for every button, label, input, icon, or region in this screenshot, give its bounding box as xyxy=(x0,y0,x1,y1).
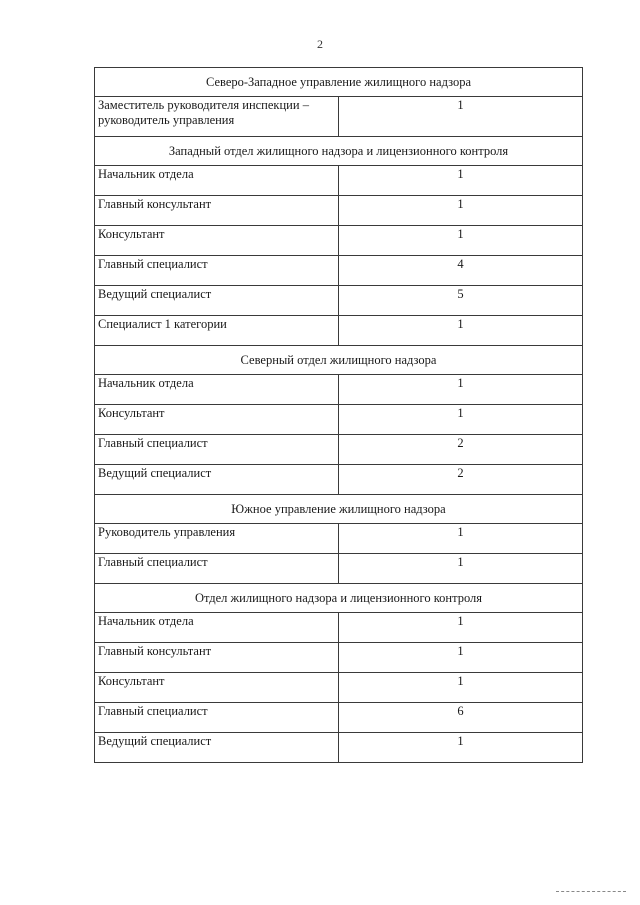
table-row xyxy=(95,703,583,733)
section-header xyxy=(95,68,583,97)
position-name: Руководитель управления xyxy=(95,524,339,554)
position-name: Начальник отдела xyxy=(95,375,339,405)
position-name: Начальник отдела xyxy=(95,613,339,643)
position-name: Консультант xyxy=(95,405,339,435)
page-number: 2 xyxy=(317,37,323,51)
section-header xyxy=(95,346,583,375)
position-name: Начальник отдела xyxy=(95,166,339,196)
table-row xyxy=(95,226,583,256)
table-row xyxy=(95,733,583,763)
position-name: Ведущий специалист xyxy=(95,286,339,316)
section-header xyxy=(95,584,583,613)
position-name: Главный консультант xyxy=(95,196,339,226)
section-title: Южное управление жилищного надзора xyxy=(95,495,583,524)
position-count: 2 xyxy=(339,435,583,465)
position-count: 1 xyxy=(339,524,583,554)
section-title: Северный отдел жилищного надзора xyxy=(95,346,583,375)
table-row xyxy=(95,316,583,346)
position-count: 1 xyxy=(339,554,583,584)
position-name: Ведущий специалист xyxy=(95,733,339,763)
position-name: Ведущий специалист xyxy=(95,465,339,495)
footer-scan-mark xyxy=(556,891,626,893)
position-count: 1 xyxy=(339,375,583,405)
table-row xyxy=(95,554,583,584)
position-count: 1 xyxy=(339,226,583,256)
position-count: 1 xyxy=(339,405,583,435)
position-name: Главный специалист xyxy=(95,703,339,733)
table-row xyxy=(95,435,583,465)
position-count: 4 xyxy=(339,256,583,286)
table-row xyxy=(95,286,583,316)
position-count: 1 xyxy=(339,196,583,226)
position-count: 6 xyxy=(339,703,583,733)
position-name: Заместитель руководителя инспекции – руководитель управления xyxy=(95,97,339,137)
table-row xyxy=(95,524,583,554)
position-name: Главный специалист xyxy=(95,554,339,584)
position-count: 1 xyxy=(339,166,583,196)
section-title: Западный отдел жилищного надзора и лицензионного контроля xyxy=(95,137,583,166)
section-header xyxy=(95,137,583,166)
position-count: 1 xyxy=(339,673,583,703)
table-row xyxy=(95,375,583,405)
position-count: 5 xyxy=(339,286,583,316)
position-count: 1 xyxy=(339,613,583,643)
position-count: 2 xyxy=(339,465,583,495)
table-row xyxy=(95,643,583,673)
section-header xyxy=(95,495,583,524)
position-name: Специалист 1 категории xyxy=(95,316,339,346)
section-title: Северо-Западное управление жилищного надзора xyxy=(95,68,583,97)
table-row xyxy=(95,613,583,643)
position-count: 1 xyxy=(339,97,583,137)
position-name: Главный специалист xyxy=(95,256,339,286)
table-row xyxy=(95,166,583,196)
table-row xyxy=(95,405,583,435)
position-name: Главный консультант xyxy=(95,643,339,673)
table-row xyxy=(95,465,583,495)
position-count: 1 xyxy=(339,316,583,346)
table-row xyxy=(95,97,583,137)
table-row xyxy=(95,673,583,703)
position-name: Консультант xyxy=(95,673,339,703)
table-row xyxy=(95,196,583,226)
position-count: 1 xyxy=(339,733,583,763)
staffing-table xyxy=(94,67,583,763)
position-name: Консультант xyxy=(95,226,339,256)
section-title: Отдел жилищного надзора и лицензионного контроля xyxy=(95,584,583,613)
table-row xyxy=(95,256,583,286)
position-name: Главный специалист xyxy=(95,435,339,465)
position-count: 1 xyxy=(339,643,583,673)
